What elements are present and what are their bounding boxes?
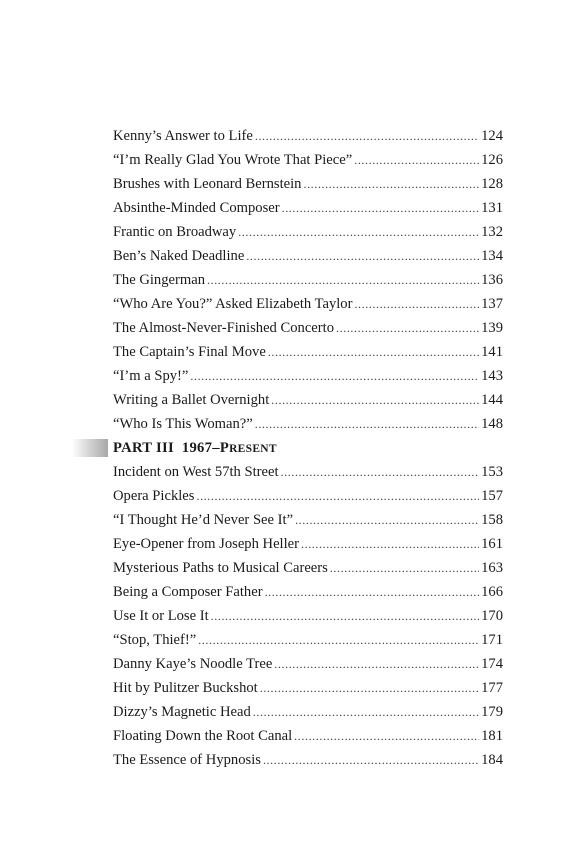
dot-leader: [268, 340, 479, 364]
toc-entry: [113, 244, 503, 268]
toc-entry: [113, 148, 503, 172]
toc-entry-page: 126: [481, 152, 503, 168]
toc-entry-title: Incident on West 57th Street: [113, 464, 279, 480]
table-of-contents: [113, 124, 503, 772]
toc-entry-page: 163: [481, 560, 503, 576]
dot-leader: [354, 148, 479, 172]
toc-entries-part-iii: [113, 460, 503, 772]
toc-entry-title: Danny Kaye’s Noodle Tree: [113, 656, 273, 672]
toc-entry: [113, 460, 503, 484]
toc-entries-part-ii: [113, 124, 503, 436]
toc-entry-page: 124: [481, 128, 503, 144]
toc-entry-title: Brushes with Leonard Bernstein: [113, 176, 302, 192]
dot-leader: [255, 124, 479, 148]
toc-entry-page: 179: [481, 704, 503, 720]
toc-entry: [113, 364, 503, 388]
part-label: PART III: [113, 440, 174, 456]
toc-entry-title: Absinthe-Minded Composer: [113, 200, 280, 216]
part-word-rest: RESENT: [229, 443, 277, 455]
toc-entry-title: Frantic on Broadway: [113, 224, 237, 240]
toc-entry: [113, 748, 503, 772]
toc-entry-title: Floating Down the Root Canal: [113, 728, 293, 744]
toc-entry-title: “I’m a Spy!”: [113, 368, 189, 384]
dot-leader: [238, 220, 479, 244]
toc-entry-title: Being a Composer Father: [113, 584, 263, 600]
toc-entry-page: 177: [481, 680, 503, 696]
dot-leader: [295, 508, 479, 532]
part-word-initial: P: [219, 440, 230, 456]
toc-entry: [113, 652, 503, 676]
toc-entry-page: 144: [481, 392, 503, 408]
toc-entry-title: Ben’s Naked Deadline: [113, 248, 245, 264]
toc-entry-title: The Essence of Hypnosis: [113, 752, 261, 768]
dot-leader: [253, 700, 479, 724]
toc-entry: [113, 124, 503, 148]
dot-leader: [294, 724, 479, 748]
toc-entry-page: 128: [481, 176, 503, 192]
toc-entry-page: 139: [481, 320, 503, 336]
dot-leader: [196, 484, 479, 508]
dot-leader: [281, 460, 480, 484]
toc-entry: [113, 724, 503, 748]
toc-entry: [113, 556, 503, 580]
toc-entry: [113, 412, 503, 436]
dot-leader: [246, 244, 479, 268]
toc-entry-page: 132: [481, 224, 503, 240]
toc-entry-title: “Stop, Thief!”: [113, 632, 197, 648]
part-marker-bar: [72, 439, 108, 457]
toc-entry: [113, 196, 503, 220]
toc-entry: [113, 700, 503, 724]
dot-leader: [271, 388, 479, 412]
toc-entry: [113, 628, 503, 652]
toc-entry-page: 141: [481, 344, 503, 360]
toc-entry: [113, 388, 503, 412]
toc-entry: [113, 580, 503, 604]
toc-entry-title: “I Thought He’d Never See It”: [113, 512, 294, 528]
toc-entry-page: 157: [481, 488, 503, 504]
dot-leader: [336, 316, 479, 340]
toc-entry: [113, 316, 503, 340]
toc-entry-title: The Captain’s Final Move: [113, 344, 266, 360]
toc-entry: [113, 292, 503, 316]
toc-entry-page: 148: [481, 416, 503, 432]
toc-entry-title: “Who Is This Woman?”: [113, 416, 253, 432]
toc-entry-page: 134: [481, 248, 503, 264]
dot-leader: [255, 412, 479, 436]
toc-entry: [113, 676, 503, 700]
toc-entry: [113, 484, 503, 508]
dot-leader: [211, 604, 479, 628]
dot-leader: [260, 676, 479, 700]
dot-leader: [265, 580, 480, 604]
toc-entry-page: 174: [481, 656, 503, 672]
toc-entry: [113, 220, 503, 244]
toc-entry-page: 184: [481, 752, 503, 768]
toc-entry: [113, 172, 503, 196]
toc-entry-title: Use It or Lose It: [113, 608, 209, 624]
toc-entry-page: 161: [481, 536, 503, 552]
dot-leader: [207, 268, 479, 292]
part-heading: [113, 436, 503, 460]
toc-entry-page: 181: [481, 728, 503, 744]
toc-entry-title: “I’m Really Glad You Wrote That Piece”: [113, 152, 353, 168]
dot-leader: [198, 628, 479, 652]
dot-leader: [354, 292, 479, 316]
part-years: 1967–: [181, 440, 220, 456]
dot-leader: [303, 172, 479, 196]
toc-entry-page: 131: [481, 200, 503, 216]
toc-entry: [113, 508, 503, 532]
toc-entry: [113, 532, 503, 556]
toc-entry-page: 166: [481, 584, 503, 600]
dot-leader: [301, 532, 479, 556]
toc-entry: [113, 340, 503, 364]
toc-entry-title: Kenny’s Answer to Life: [113, 128, 253, 144]
toc-entry-title: The Gingerman: [113, 272, 205, 288]
toc-entry-page: 171: [481, 632, 503, 648]
toc-entry-page: 153: [481, 464, 503, 480]
toc-entry: [113, 268, 503, 292]
toc-entry-title: Dizzy’s Magnetic Head: [113, 704, 251, 720]
dot-leader: [282, 196, 480, 220]
toc-entry-title: “Who Are You?” Asked Elizabeth Taylor: [113, 296, 353, 312]
toc-entry-title: Writing a Ballet Overnight: [113, 392, 270, 408]
toc-entry-title: Hit by Pulitzer Buckshot: [113, 680, 258, 696]
toc-entry-page: 158: [481, 512, 503, 528]
toc-entry: [113, 604, 503, 628]
toc-entry-title: Eye-Opener from Joseph Heller: [113, 536, 299, 552]
toc-entry-title: The Almost-Never-Finished Concerto: [113, 320, 335, 336]
toc-entry-title: Opera Pickles: [113, 488, 195, 504]
dot-leader: [263, 748, 479, 772]
toc-entry-title: Mysterious Paths to Musical Careers: [113, 560, 328, 576]
dot-leader: [274, 652, 479, 676]
toc-entry-page: 137: [481, 296, 503, 312]
dot-leader: [190, 364, 479, 388]
dot-leader: [330, 556, 479, 580]
toc-entry-page: 136: [481, 272, 503, 288]
toc-entry-page: 170: [481, 608, 503, 624]
toc-entry-page: 143: [481, 368, 503, 384]
